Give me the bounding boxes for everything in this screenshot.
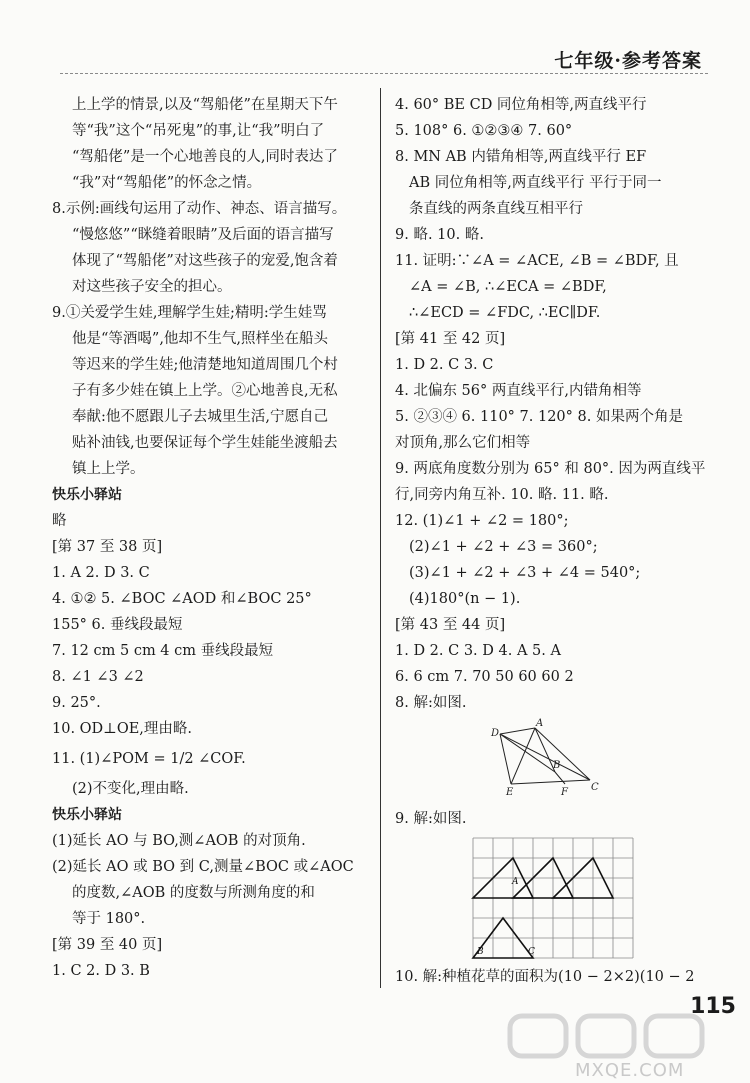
page-range-heading: [第 43 至 44 页] bbox=[395, 617, 506, 633]
text-line: “我”对“驾船佬”的怀念之情。 bbox=[72, 175, 262, 191]
text-line: 他是“等酒喝”,他却不生气,照样坐在船头 bbox=[72, 331, 329, 347]
geometry-figure-q9 bbox=[395, 834, 715, 960]
answer-line: 8. ∠1 ∠3 ∠2 bbox=[52, 669, 144, 685]
page-range-heading: [第 41 至 42 页] bbox=[395, 331, 506, 347]
answer-line: 10. 解:种植花草的面积为(10 − 2×2)(10 − 2 bbox=[395, 969, 695, 985]
answer-8: 8.示例:画线句运用了动作、神态、语言描写。 bbox=[52, 201, 347, 217]
watermark-text: MXQE.COM bbox=[575, 1060, 685, 1081]
text-line: 等“我”这个“吊死鬼”的事,让“我”明白了 bbox=[72, 123, 325, 139]
answer-line: 11. (1)∠POM = 1/2 ∠COF. bbox=[52, 751, 246, 767]
answer-line: (3)∠1 + ∠2 + ∠3 + ∠4 = 540°; bbox=[409, 565, 641, 581]
answer-line: 7. 12 cm 5 cm 4 cm 垂线段最短 bbox=[52, 643, 274, 659]
answer-9: 9.①关爱学生娃,理解学生娃;精明:学生娃骂 bbox=[52, 305, 327, 321]
answer-line: 5. ②③④ 6. 110° 7. 120° 8. 如果两个角是 bbox=[395, 409, 683, 425]
answer-line: 11. 证明:∵∠A = ∠ACE, ∠B = ∠BDF, 且 bbox=[395, 253, 679, 269]
answer-line: (4)180°(n − 1). bbox=[409, 591, 521, 607]
answer-line: 155° 6. 垂线段最短 bbox=[52, 617, 183, 633]
page-range-heading: [第 39 至 40 页] bbox=[52, 937, 163, 953]
label-b: B bbox=[477, 947, 484, 957]
header-divider bbox=[60, 73, 708, 74]
answer-line: 4. 北偏东 56° 两直线平行,内错角相等 bbox=[395, 383, 642, 399]
answer-line: 4. 60° BE CD 同位角相等,两直线平行 bbox=[395, 97, 647, 113]
watermark bbox=[470, 1010, 750, 1079]
text-line: “驾船佬”是一个心地善良的人,同时表达了 bbox=[72, 149, 338, 165]
text-line: 条直线的两条直线互相平行 bbox=[409, 201, 583, 217]
label-e: E bbox=[506, 787, 514, 798]
section-title: 快乐小驿站 bbox=[52, 807, 122, 823]
section-title: 快乐小驿站 bbox=[52, 487, 122, 503]
answer-line: 9. 两底角度数分别为 65° 和 80°. 因为两直线平 bbox=[395, 461, 706, 477]
page-header bbox=[0, 0, 750, 80]
text-line: 奉献:他不愿跟儿子去城里生活,宁愿自己 bbox=[72, 409, 328, 425]
text-line: 行,同旁内角互补. 10. 略. 11. 略. bbox=[395, 487, 609, 503]
answer-line: (2)不变化,理由略. bbox=[72, 781, 189, 797]
answer-line: 1. A 2. D 3. C bbox=[52, 565, 150, 581]
answer-line: 5. 108° 6. ①②③④ 7. 60° bbox=[395, 123, 573, 139]
answer-line: (2)∠1 + ∠2 + ∠3 = 360°; bbox=[409, 539, 598, 555]
text-line: 等于 180°. bbox=[72, 911, 146, 927]
label-a: A bbox=[512, 877, 519, 887]
label-d: D bbox=[491, 728, 500, 739]
label-b: B bbox=[553, 760, 561, 771]
text-line: ∴∠ECD = ∠FDC, ∴EC∥DF. bbox=[409, 305, 601, 321]
answer-line: 6. 6 cm 7. 70 50 60 60 2 bbox=[395, 669, 574, 685]
page-range-heading: [第 37 至 38 页] bbox=[52, 539, 163, 555]
answer-line: 9. 25°. bbox=[52, 695, 101, 711]
text-line: 等迟来的学生娃;他清楚地知道周围几个村 bbox=[72, 357, 338, 373]
text-line: AB 同位角相等,两直线平行 平行于同一 bbox=[409, 175, 662, 191]
label-a: A bbox=[536, 718, 544, 729]
text-line: 镇上上学。 bbox=[72, 461, 145, 477]
text-line: 贴补油钱,也要保证每个学生娃能坐渡船去 bbox=[72, 435, 338, 451]
label-c: C bbox=[528, 947, 535, 957]
text-line: 上上学的情景,以及“驾船佬”在星期天下午 bbox=[72, 97, 338, 113]
label-c: C bbox=[591, 782, 599, 793]
text-line: ∠A = ∠B, ∴∠ECA = ∠BDF, bbox=[409, 279, 607, 295]
answer-line: 1. D 2. C 3. D 4. A 5. A bbox=[395, 643, 561, 659]
answer-line: 1. D 2. C 3. C bbox=[395, 357, 494, 373]
text-line: 对这些孩子安全的担心。 bbox=[72, 279, 232, 295]
right-column bbox=[395, 92, 715, 990]
geometry-figure-q8 bbox=[395, 718, 715, 802]
text-line: 对顶角,那么它们相等 bbox=[395, 435, 531, 451]
text-line: (2)延长 AO 或 BO 到 C,测量∠BOC 或∠AOC bbox=[52, 859, 354, 875]
answer-line: 8. 解:如图. bbox=[395, 695, 467, 711]
text-line: 体现了“驾船佬”对这些孩子的宠爱,饱含着 bbox=[72, 253, 338, 269]
answer-line: 10. OD⊥OE,理由略. bbox=[52, 721, 193, 737]
answer-line: 12. (1)∠1 + ∠2 = 180°; bbox=[395, 513, 569, 529]
left-column bbox=[52, 92, 370, 984]
label-f: F bbox=[561, 787, 568, 798]
header-title: 七年级·参考答案 bbox=[554, 50, 702, 72]
figure-q9 bbox=[395, 834, 715, 960]
answer-line: 9. 略. 10. 略. bbox=[395, 227, 484, 243]
answer-line: 8. MN AB 内错角相等,两直线平行 EF bbox=[395, 149, 647, 165]
figure-q8 bbox=[395, 718, 715, 802]
text-line: 的度数,∠AOB 的度数与所测角度的和 bbox=[72, 885, 315, 901]
text-line: (1)延长 AO 与 BO,测∠AOB 的对顶角. bbox=[52, 833, 306, 849]
page-number: 115 bbox=[690, 994, 736, 1019]
answer-line: 4. ①② 5. ∠BOC ∠AOD 和∠BOC 25° bbox=[52, 591, 312, 607]
text-line: 子有多少娃在镇上上学。②心地善良,无私 bbox=[72, 383, 338, 399]
column-divider bbox=[380, 88, 381, 988]
text-line: “慢悠悠”“眯缝着眼睛”及后面的语言描写 bbox=[72, 227, 334, 243]
text-line: 略 bbox=[52, 513, 67, 529]
answer-line: 1. C 2. D 3. B bbox=[52, 963, 150, 979]
answer-line: 9. 解:如图. bbox=[395, 811, 467, 827]
